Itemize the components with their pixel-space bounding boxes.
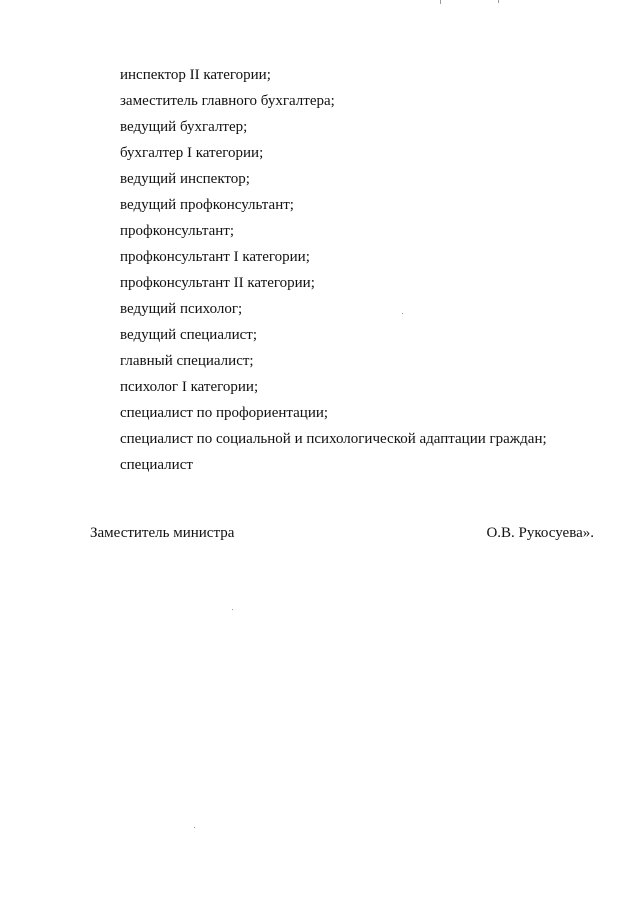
scan-artifact — [194, 827, 195, 828]
list-item: профконсультант II категории; — [120, 275, 315, 291]
list-item: профконсультант I категории; — [120, 249, 310, 265]
scan-artifact — [232, 609, 233, 610]
scan-artifact — [440, 0, 441, 4]
list-item: психолог I категории; — [120, 379, 259, 395]
list-item: ведущий бухгалтер; — [120, 119, 248, 135]
list-item: инспектор II категории; — [120, 67, 271, 83]
signatory-title: Заместитель министра — [90, 525, 235, 541]
list-item: специалист — [120, 457, 193, 473]
list-item: ведущий профконсультант; — [120, 197, 294, 213]
list-item: ведущий специалист; — [120, 327, 258, 343]
signature-block — [90, 521, 594, 545]
list-item: специалист по социальной и психологической адаптации граждан; — [120, 431, 547, 447]
list-item: главный специалист; — [120, 353, 254, 369]
list-item: заместитель главного бухгалтера; — [120, 93, 335, 109]
list-item: ведущий инспектор; — [120, 171, 250, 187]
list-item: специалист по профориентации; — [120, 405, 329, 421]
positions-list — [120, 62, 580, 478]
list-item: бухгалтер I категории; — [120, 145, 264, 161]
scan-artifact — [402, 313, 403, 314]
scan-artifact — [498, 0, 499, 3]
signatory-name: О.В. Рукосуева». — [486, 525, 594, 541]
list-item: профконсультант; — [120, 223, 235, 239]
list-item: ведущий психолог; — [120, 301, 243, 317]
